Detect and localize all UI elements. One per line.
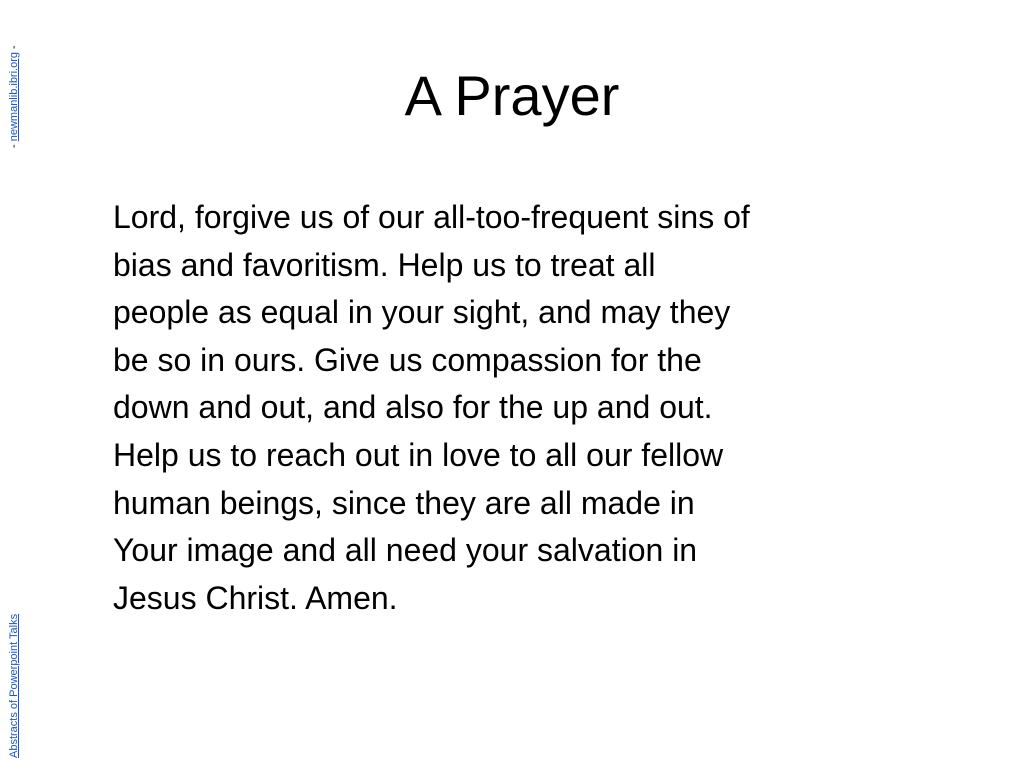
source-link-prefix: - <box>8 141 20 148</box>
slide-title: A Prayer <box>404 64 620 127</box>
prayer-text: Lord, forgive us of our all-too-frequent sins of bias and favoritism. Help us to treat all people as equal in your sight, and may they be so in ours. Give us compassion for the down and out, and also for the up and out. Help us to reach out in love to all our fellow human beings, since they are all made in Your image and all need your salvation in Jesus Christ. Amen. <box>113 199 750 616</box>
source-link-suffix: - <box>8 45 20 52</box>
abstracts-link-label <box>8 614 21 758</box>
source-link-label <box>8 45 21 148</box>
source-link[interactable]: newmanlib.ibri.org <box>8 52 20 142</box>
abstracts-link[interactable]: Abstracts of Powerpoint Talks <box>8 613 20 758</box>
